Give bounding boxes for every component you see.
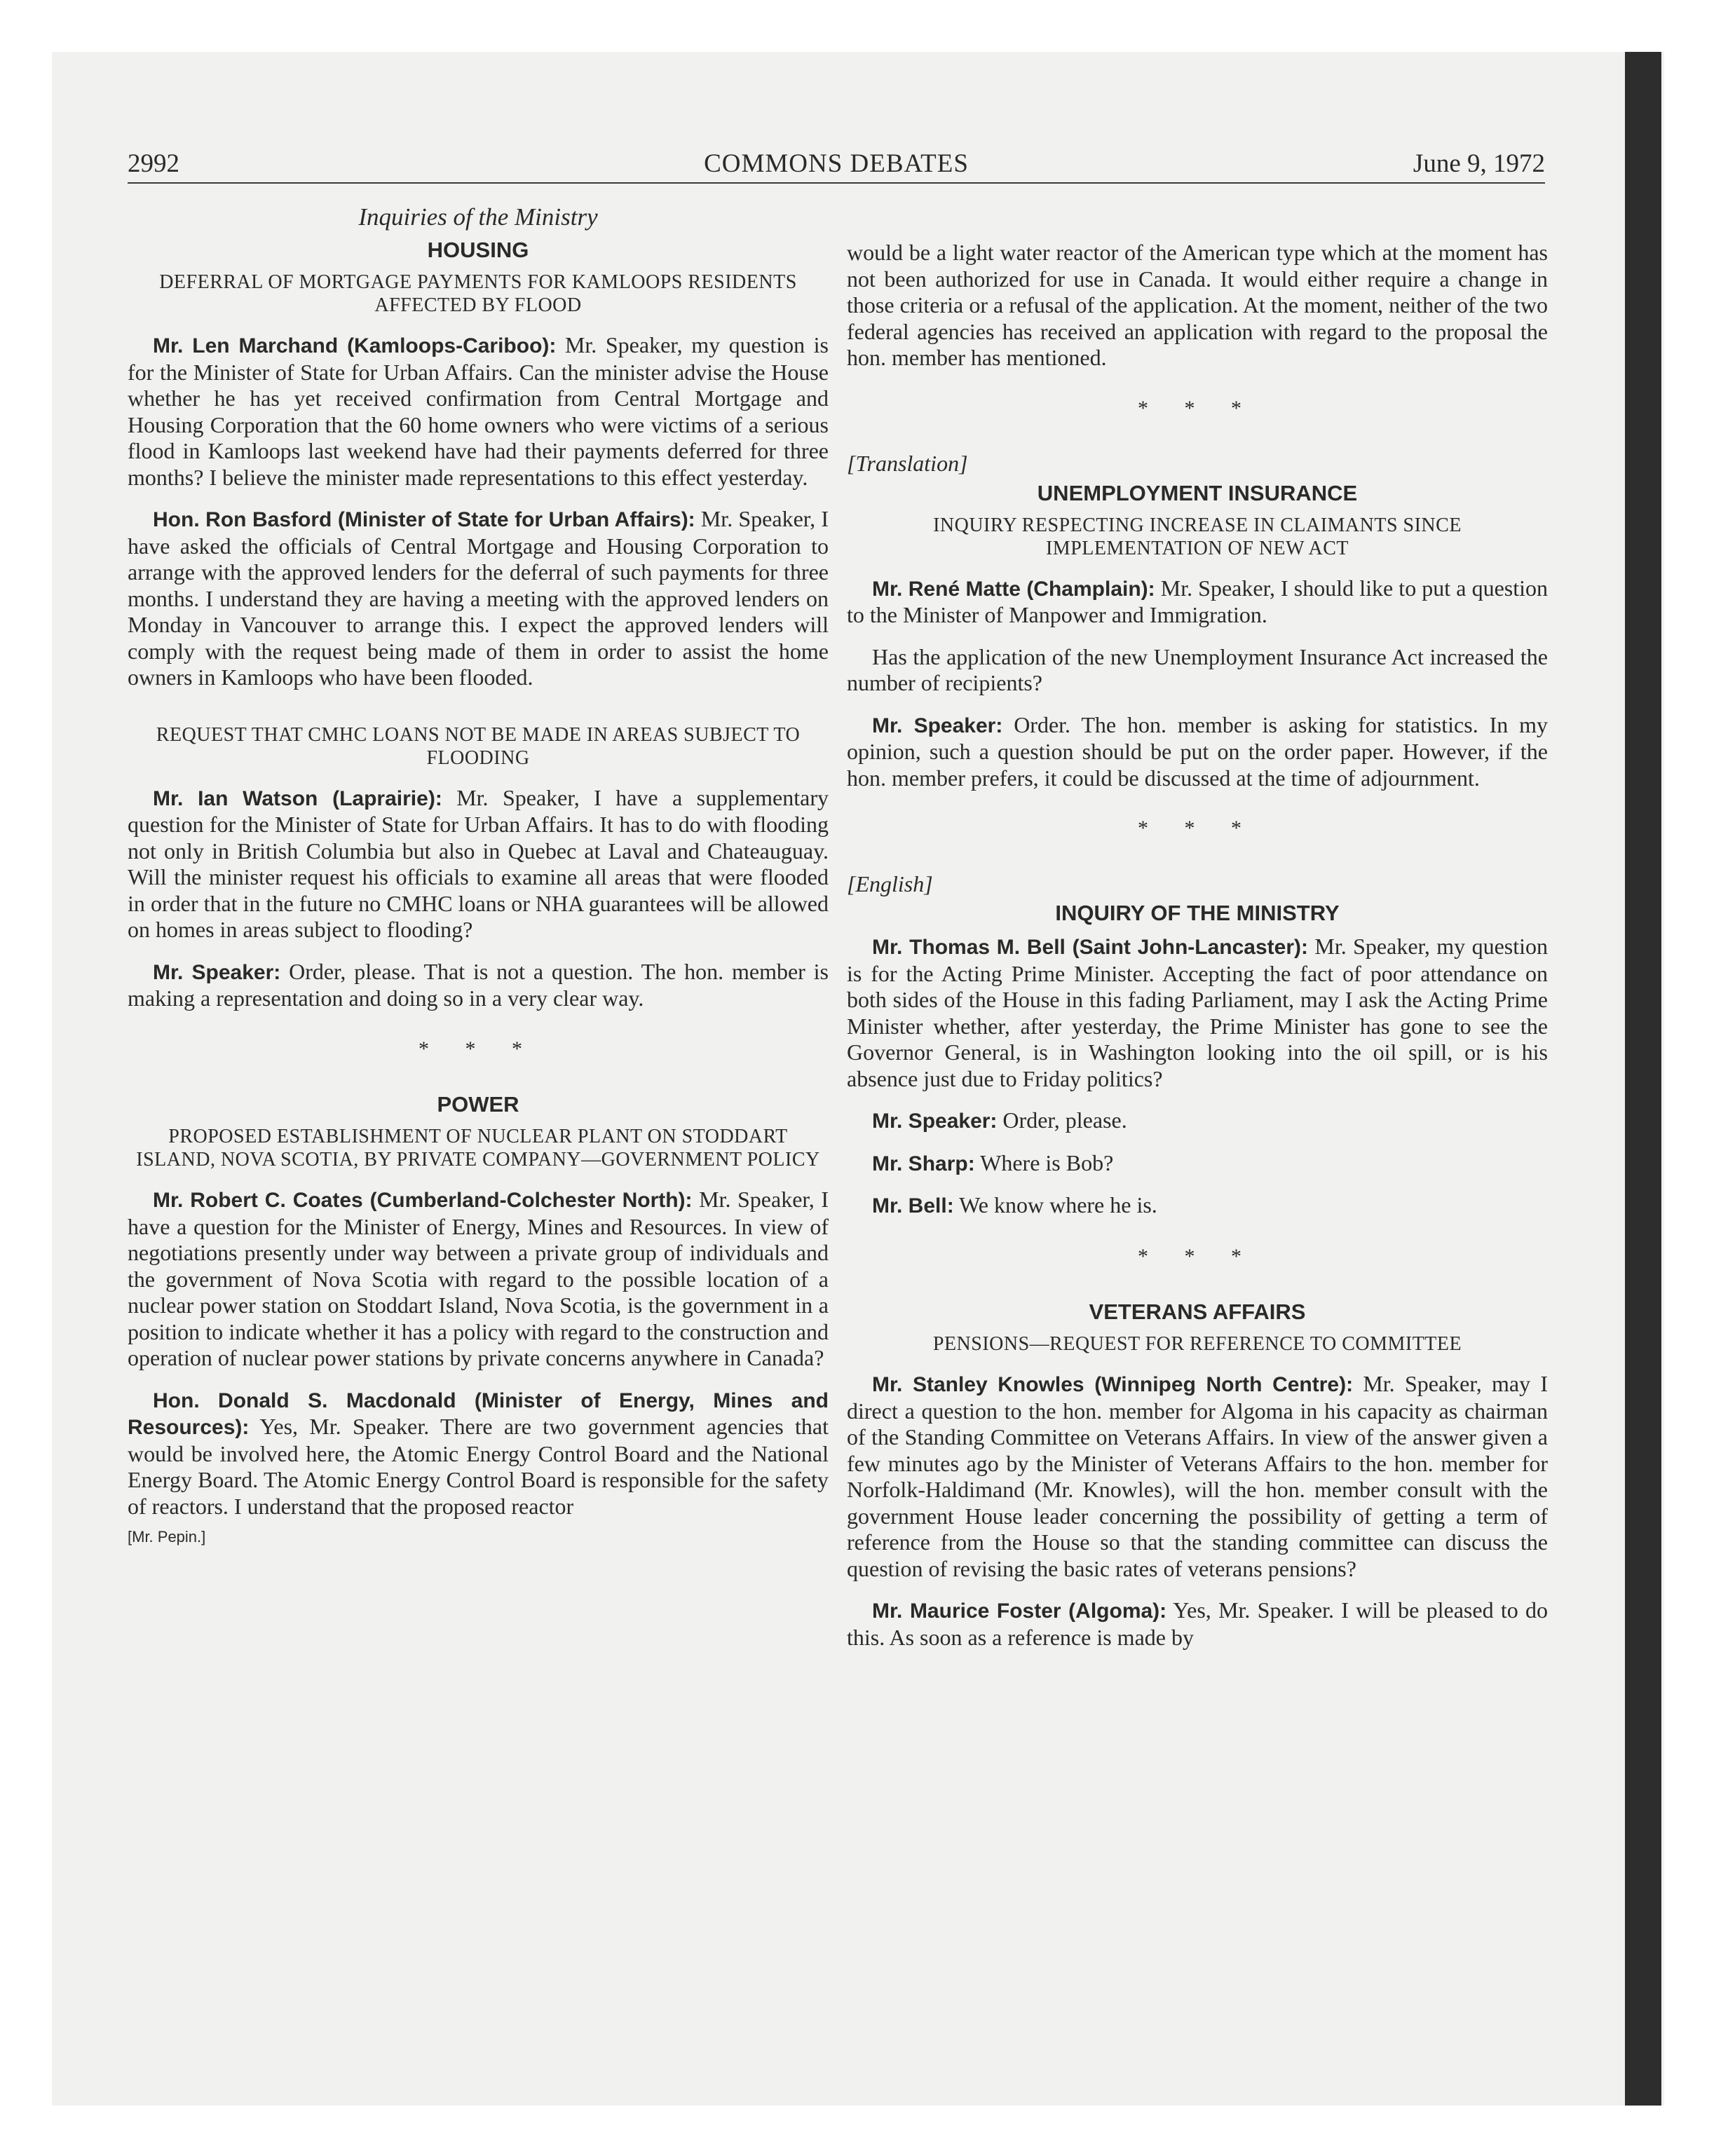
speech-text: Mr. Speaker, may I direct a question to the hon. member for Algoma in his capacity as chairman of the Standing Committee on Veterans Affairs. In view of the answer given a few minutes ago by the Minister of Veterans Affairs to the hon. member for Norfolk-Haldimand (Mr. Knowles), will the hon. member consult with the government House leader concerning the possibility of getting a term of reference from the House so that the standing committee can discuss the question of revising the basic rates of veterans pensions? [847,1371,1548,1581]
speaker-name: Mr. Stanley Knowles (Winnipeg North Centre): [872,1373,1354,1396]
section-separator: * * * [1138,817,1257,840]
heading-housing: HOUSING [427,238,529,262]
speech-text: Mr. Speaker, I have a question for the Minister of Energy, Mines and Resources. In view of negotiations presently under way between a private group of individuals and the government of Nova Scotia with regard to the possible location of a nuclear power station on Stoddart Island, Nova Scotia, is the government in a position to indicate whether it has a policy with regard to the construction and operation of nuclear power stations by private concerns anywhere in Canada? [128,1187,829,1370]
subheading-cmhc-loans: REQUEST THAT CMHC LOANS NOT BE MADE IN AREAS SUBJECT TO FLOODING [156,723,801,769]
speech-coates [128,1187,829,1372]
speech-marchand [128,332,829,491]
speech-macdonald-continued: would be a light water reactor of the American type which at the moment has not been authorized for use in Canada. It would either require a change in those criteria or a refusal of the application. At the moment, neither of the two federal agencies has received an application with regard to the proposal the hon. member has mentioned. [847,240,1548,370]
speech-text: Yes, Mr. Speaker. I will be pleased to do this. As soon as a reference is made by [847,1597,1548,1650]
speech-watson [128,785,829,943]
speech-text: Order, please. [997,1107,1127,1133]
speech-text: Mr. Speaker, my question is for the Acting Prime Minister. Accepting the fact of poor attendance on both sides of the House in this fading Parliament, may I ask the Acting Prime Minister whether, after yesterday, the Prime Minister has gone to see the Governor General, is in Washington looking into the oil spill, or is his absence just due to Friday politics? [847,934,1549,1091]
speaker-name: Hon. Ron Basford (Minister of State for Urban Affairs): [153,508,695,531]
running-header [128,150,1545,184]
heading-power: POWER [437,1092,519,1117]
speech-text: Mr. Speaker, I have asked the officials of Central Mortgage and Housing Corporation to arrange with the approved lenders for the deferral of such payments for three months. I understand they are having a meeting with the approved lenders on Monday in Vancouver to arrange this. I expect the approved lenders will comply with the request being made of them in order to assist the home owners in Kamloops who have been flooded. [128,506,829,690]
scan-edge [1625,52,1661,2106]
speech-foster [847,1597,1548,1651]
speech-text: Order. The hon. member is asking for statistics. In my opinion, such a question should be put on the order paper. However, if the hon. member prefers, it could be discussed at the time of adjournment. [847,711,1549,791]
section-kicker: Inquiries of the Ministry [358,203,598,231]
speaker-name: Mr. Speaker: [872,714,1003,737]
language-marker: [English] [847,871,933,896]
section-separator: * * * [1138,396,1257,420]
heading-veterans-affairs: VETERANS AFFAIRS [1089,1299,1306,1324]
speech-speaker [847,1107,1548,1135]
speech-knowles [847,1371,1548,1582]
speech-bell-reply [847,1192,1548,1220]
speech-speaker [128,959,829,1012]
speaker-name: Mr. Bell: [872,1194,954,1217]
page-number: 2992 [128,149,179,178]
speech-macdonald [128,1387,829,1520]
speech-matte [847,575,1548,629]
speaker-name: Hon. Donald S. Macdonald (Minister of Energy, Mines and Resources): [128,1389,829,1439]
speech-matte-question: Has the application of the new Unemployment Insurance Act increased the number of recipients? [847,643,1548,695]
heading-inquiry-of-ministry: INQUIRY OF THE MINISTRY [1055,901,1340,925]
speaker-name: Mr. Robert C. Coates (Cumberland-Colchester North): [153,1189,693,1212]
speech-basford [128,506,829,691]
heading-unemployment-insurance: UNEMPLOYMENT INSURANCE [1037,480,1358,505]
speaker-name: Mr. Len Marchand (Kamloops-Cariboo): [153,334,557,357]
publication-title: COMMONS DEBATES [704,149,969,178]
issue-date: June 9, 1972 [1413,149,1545,178]
speaker-name: Mr. Maurice Foster (Algoma): [872,1599,1167,1623]
speaker-name: Mr. Sharp: [872,1152,975,1175]
speech-text: Yes, Mr. Speaker. There are two government agencies that would be involved here, the Atomic Energy Control Board and the National Energy Board. The Atomic Energy Control Board is responsible for the safety of reactors. I understand that the proposed reactor [128,1414,829,1519]
speech-text: Mr. Speaker, I should like to put a question to the Minister of Manpower and Immigration. [847,575,1549,627]
speaker-name: Mr. Speaker: [153,960,281,984]
language-marker: [Translation] [847,451,968,476]
speech-text: We know where he is. [953,1192,1157,1217]
speech-bell [847,934,1548,1092]
speaker-name: Mr. Thomas M. Bell (Saint John-Lancaster): [872,936,1309,959]
speech-text: Order, please. That is not a question. The hon. member is making a representation and doing so in a very clear way. [128,958,829,1011]
right-column [847,240,1548,1666]
section-separator: * * * [419,1037,538,1060]
speaker-name: Mr. René Matte (Champlain): [872,577,1155,601]
speaker-name: Mr. Speaker: [872,1110,998,1133]
subheading-deferral: DEFERRAL OF MORTGAGE PAYMENTS FOR KAMLOOPS RESIDENTS AFFECTED BY FLOOD [159,271,797,316]
speech-speaker [847,712,1548,792]
subheading-pensions: PENSIONS—REQUEST FOR REFERENCE TO COMMITTEE [932,1333,1462,1355]
subheading-claimants: INQUIRY RESPECTING INCREASE IN CLAIMANTS SINCE IMPLEMENTATION OF NEW ACT [933,514,1462,559]
footnote-previous-speaker: [Mr. Pepin.] [128,1528,206,1546]
speech-text: Where is Bob? [974,1149,1114,1175]
speaker-name: Mr. Ian Watson (Laprairie): [153,786,442,810]
speech-text: Mr. Speaker, my question is for the Minister of State for Urban Affairs. Can the minister advise the House whether he has yet received confirmation from Central Mortgage and Housing Corporation that the 60 home owners who were victims of a serious flood in Kamloops last weekend have had their payments deferred for three months? I believe the minister made representations to this effect yesterday. [128,332,829,490]
speech-sharp [847,1150,1548,1178]
speech-text: Mr. Speaker, I have a supplementary question for the Minister of State for Urban Affairs. It has to do with flooding not only in British Columbia but also in Quebec at Laval and Chateauguay. Will the minister request his officials to examine all areas that were flooded in order that in the future no CMHC loans or NHA guarantees will be allowed on homes in areas subject to flooding? [128,784,829,942]
left-column [128,203,829,1550]
section-separator: * * * [1138,1244,1257,1268]
subheading-nuclear-plant: PROPOSED ESTABLISHMENT OF NUCLEAR PLANT ON STODDART ISLAND, NOVA SCOTIA, BY PRIVATE COMPANY—GOVERNMENT POLICY [136,1126,820,1171]
